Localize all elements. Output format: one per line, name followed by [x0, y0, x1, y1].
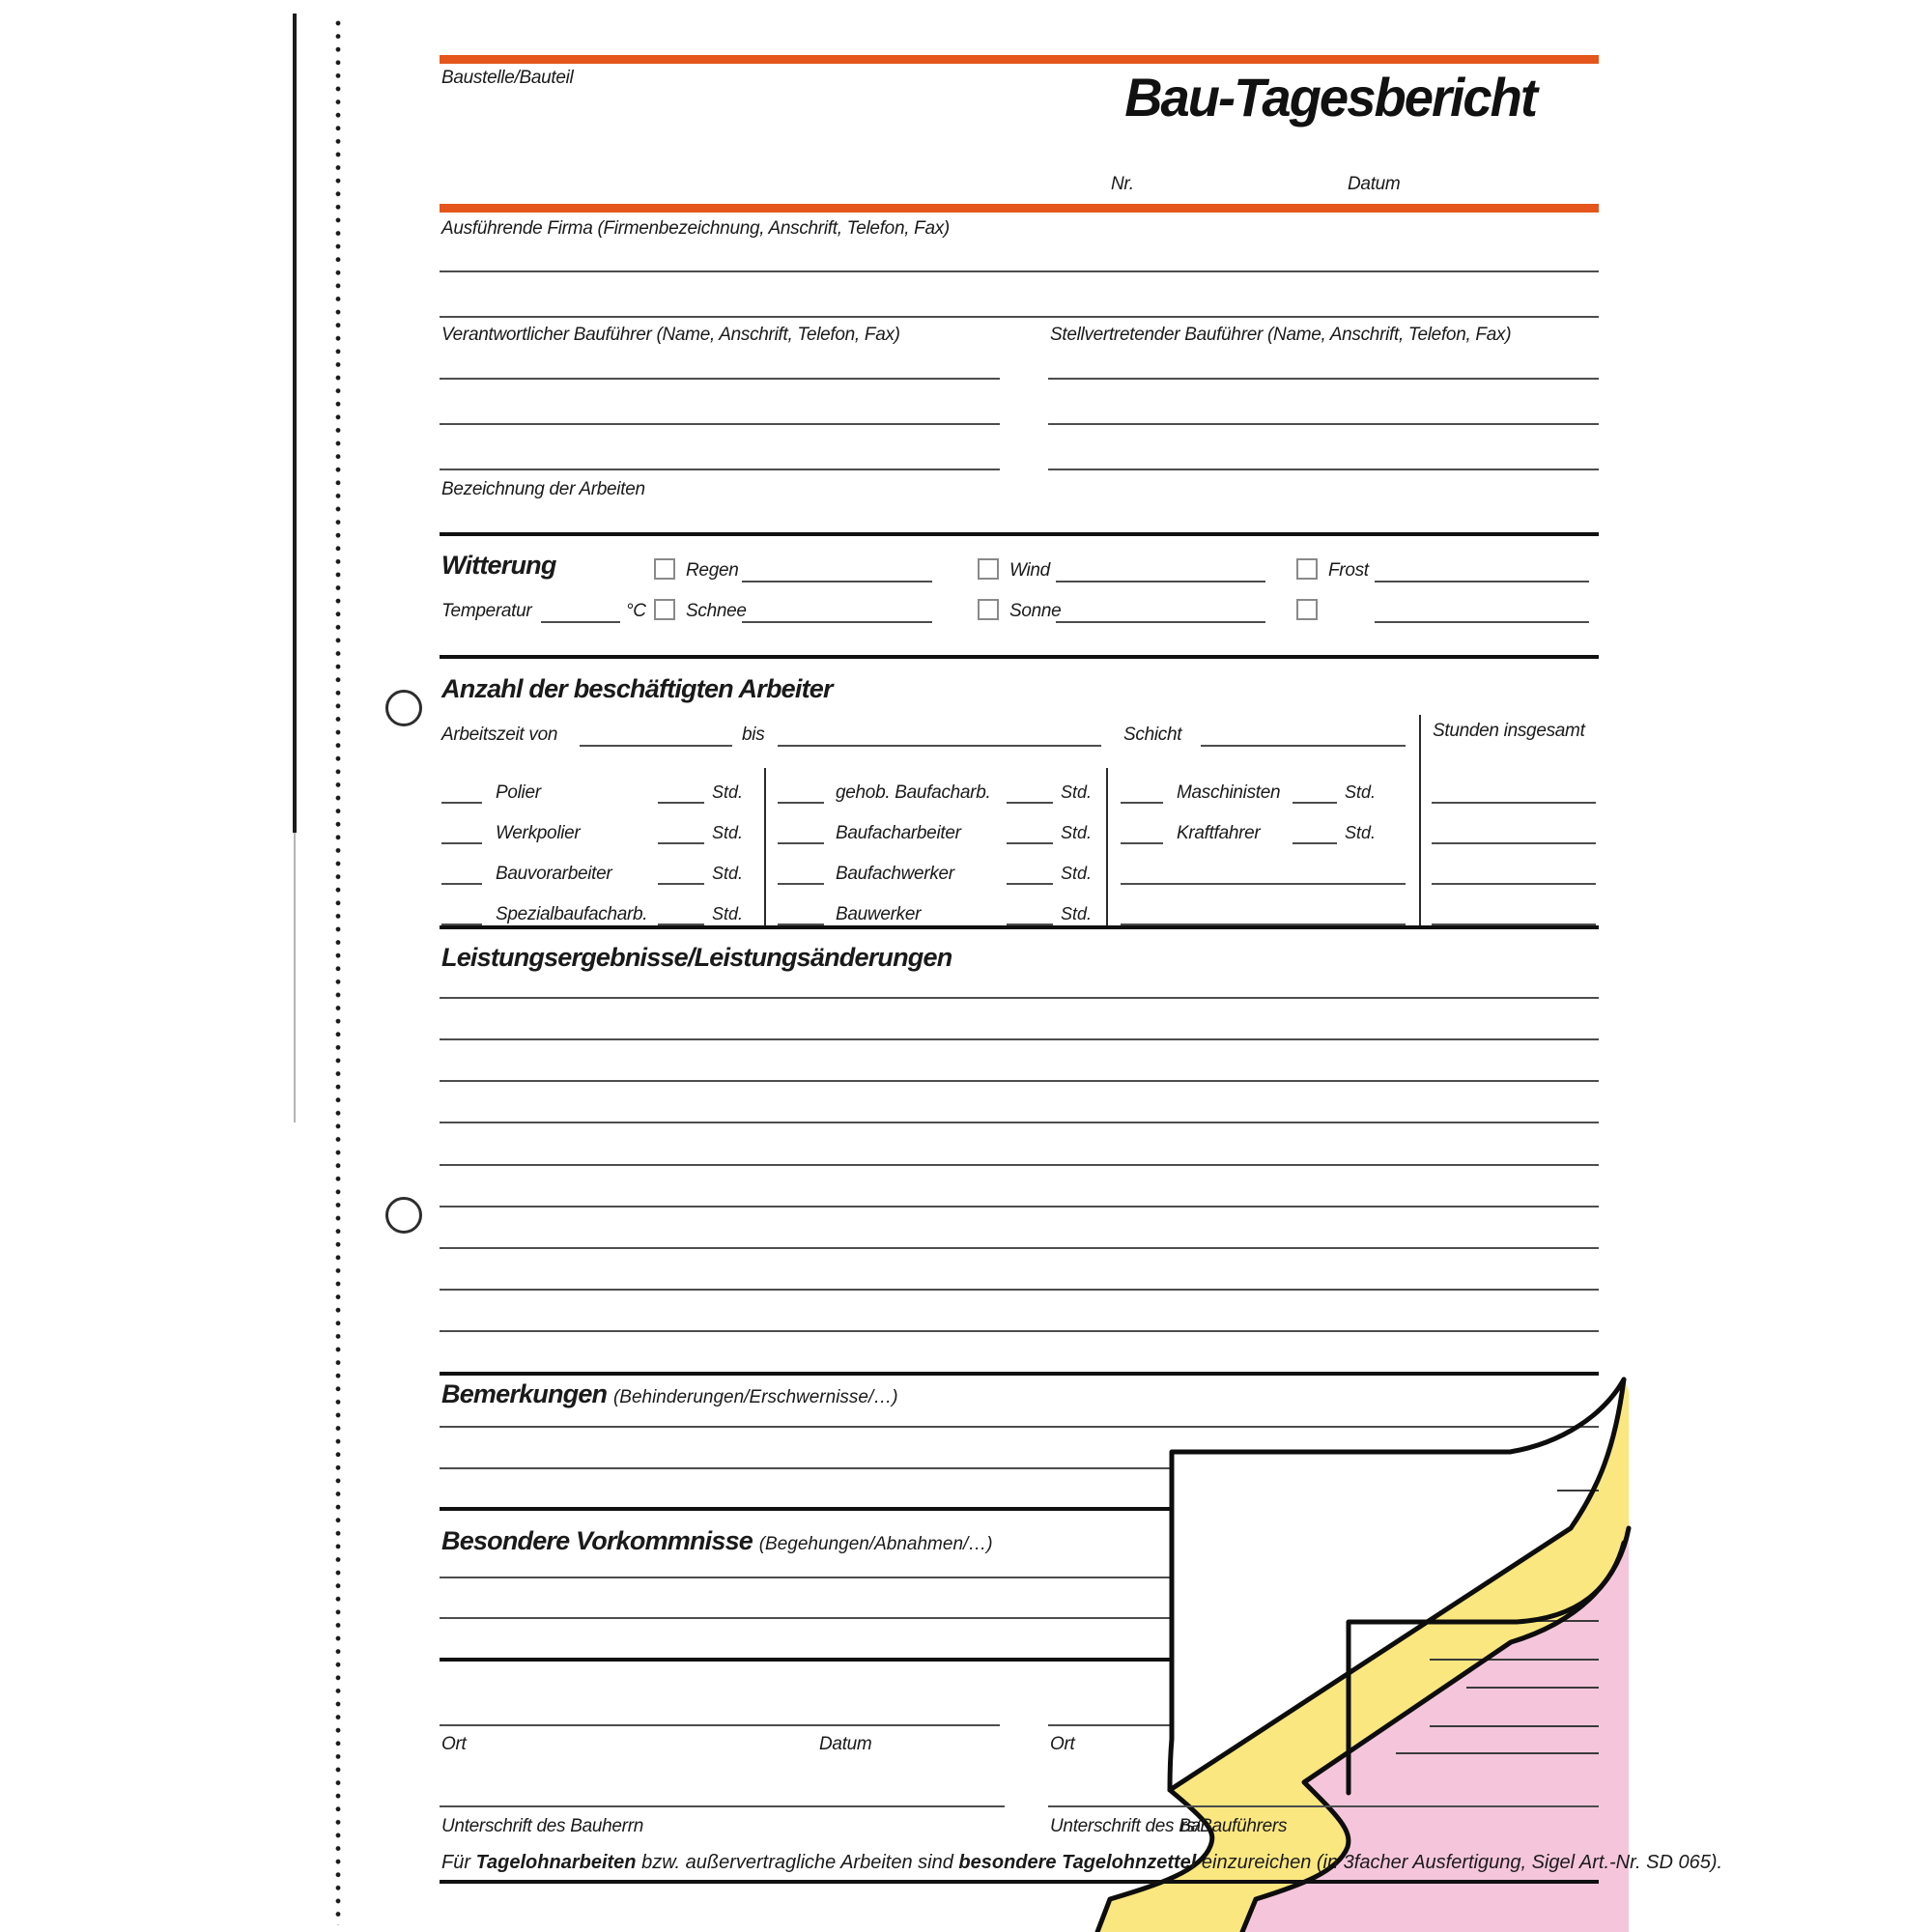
carbon-copy-corner-graphic — [1053, 1348, 1633, 1932]
bemerkungen-heading-text: Bemerkungen — [441, 1379, 608, 1408]
bemerkungen-subtext: (Behinderungen/Erschwernisse/…) — [612, 1387, 898, 1407]
bauvorarbeiter-label: Bauvorarbeiter — [496, 864, 612, 884]
worker-table-bottom-rule — [440, 925, 1599, 929]
worker-table-divider-2 — [1106, 768, 1108, 925]
firma-line-2[interactable] — [440, 316, 1599, 318]
bemerkungen-heading — [441, 1379, 898, 1409]
bauwerker-std-label: Std. — [1061, 904, 1093, 923]
frost-line[interactable] — [1375, 581, 1589, 582]
celsius-label: °C — [626, 601, 646, 621]
baufacharbeiter-std-line[interactable] — [1007, 842, 1053, 844]
werkpolier-std-line[interactable] — [658, 842, 704, 844]
kraftfahrer-count-line[interactable] — [1121, 842, 1163, 844]
polier-count-line[interactable] — [441, 802, 482, 804]
footer-part2: bzw. außervertragliche Arbeiten sind — [636, 1852, 959, 1873]
baufuehrer-left-line-2[interactable] — [440, 423, 1000, 425]
baufuehrer-right-label: Stellvertretender Bauführer (Name, Anschrift, Telefon, Fax) — [1050, 325, 1512, 345]
witterung-bottom-rule — [440, 655, 1599, 659]
leistungen-line-3[interactable] — [440, 1080, 1599, 1082]
sig-left-label: Unterschrift des Bauherrn — [441, 1816, 643, 1836]
worker-extra-line-1[interactable] — [1121, 883, 1406, 885]
baufachwerker-label: Baufachwerker — [836, 864, 954, 884]
sig-right-label-part2: rs/Bauführers — [1180, 1816, 1288, 1836]
baufuehrer-right-line-1[interactable] — [1048, 378, 1599, 380]
footer-bottom-rule — [440, 1880, 1599, 1884]
footer-bold1: Tagelohnarbeiten — [475, 1852, 637, 1873]
maschinisten-count-line[interactable] — [1121, 802, 1163, 804]
checkbox-regen[interactable] — [654, 558, 675, 580]
orange-bar-second — [440, 204, 1599, 213]
kraftfahrer-label: Kraftfahrer — [1177, 823, 1261, 843]
firma-line-1[interactable] — [440, 270, 1599, 272]
stunden-insgesamt-label: Stunden insgesamt — [1433, 721, 1585, 741]
baufachwerker-count-line[interactable] — [778, 883, 824, 885]
footer-note — [441, 1852, 1722, 1874]
baufuehrer-left-line-1[interactable] — [440, 378, 1000, 380]
werkpolier-std-label: Std. — [712, 823, 744, 842]
checkbox-frost[interactable] — [1296, 558, 1318, 580]
bauvorarbeiter-std-line[interactable] — [658, 883, 704, 885]
baustelle-label: Baustelle/Bauteil — [441, 68, 574, 88]
schicht-label: Schicht — [1123, 724, 1182, 745]
schnee-label: Schnee — [686, 601, 747, 621]
wind-line[interactable] — [1056, 581, 1265, 582]
vorkommnisse-heading — [441, 1526, 993, 1556]
maschinisten-std-label: Std. — [1345, 782, 1377, 802]
punch-hole-bottom — [385, 1197, 422, 1234]
sonne-line[interactable] — [1056, 621, 1265, 623]
sonne-label: Sonne — [1009, 601, 1062, 621]
maschinisten-std-line[interactable] — [1293, 802, 1337, 804]
checkbox-sonne[interactable] — [978, 599, 999, 620]
leistungen-heading: Leistungsergebnisse/Leistungsänderungen — [441, 943, 952, 972]
leistungen-line-8[interactable] — [440, 1289, 1599, 1291]
schicht-line[interactable] — [1201, 745, 1406, 747]
kraftfahrer-std-label: Std. — [1345, 823, 1377, 842]
nr-label: Nr. — [1111, 174, 1134, 194]
signature-line-right[interactable] — [1048, 1805, 1599, 1807]
arbeitszeit-von-label: Arbeitszeit von — [441, 724, 558, 745]
ort2-label: Ort — [1050, 1734, 1075, 1754]
footer-bold2: besondere Tagelohnzettel — [958, 1852, 1197, 1873]
signature-line-left[interactable] — [440, 1805, 1005, 1807]
regen-label: Regen — [686, 560, 739, 581]
datum-label: Datum — [1348, 174, 1401, 194]
gehob-std-label: Std. — [1061, 782, 1093, 802]
page-title: Bau-Tagesbericht — [1124, 67, 1536, 128]
footer-part3: einzureichen (in 3facher Ausfertigung, Sigel Art.-Nr. SD 065). — [1196, 1852, 1723, 1873]
leistungen-line-9[interactable] — [440, 1330, 1599, 1332]
spezialbaufacharb-std-label: Std. — [712, 904, 744, 923]
baufuehrer-right-line-3[interactable] — [1048, 469, 1599, 470]
worker-table-divider-1 — [764, 768, 766, 925]
polier-std-label: Std. — [712, 782, 744, 802]
baufacharbeiter-label: Baufacharbeiter — [836, 823, 961, 843]
datum-bottom-label: Datum — [819, 1734, 872, 1754]
temperatur-line[interactable] — [541, 621, 620, 623]
stunden-line-3[interactable] — [1432, 883, 1596, 885]
bauvorarbeiter-count-line[interactable] — [441, 883, 482, 885]
baufachwerker-std-line[interactable] — [1007, 883, 1053, 885]
polier-std-line[interactable] — [658, 802, 704, 804]
punch-hole-top — [385, 690, 422, 726]
bauwerker-label: Bauwerker — [836, 904, 922, 924]
spezialbaufacharb-label: Spezialbaufacharb. — [496, 904, 648, 924]
vorkommnisse-heading-text: Besondere Vorkommnisse — [441, 1526, 753, 1555]
arbeitszeit-von-line[interactable] — [580, 745, 732, 747]
leistungen-line-2[interactable] — [440, 1038, 1599, 1040]
leistungen-line-4[interactable] — [440, 1122, 1599, 1123]
arbeiten-line[interactable] — [440, 532, 1599, 536]
maschinisten-label: Maschinisten — [1177, 782, 1281, 803]
bis-label: bis — [742, 724, 765, 745]
footer-part1: Für — [441, 1852, 476, 1873]
binding-edge-line — [293, 14, 297, 833]
checkbox-blank[interactable] — [1296, 599, 1318, 620]
binding-edge-line-lower — [294, 833, 296, 1122]
checkbox-wind[interactable] — [978, 558, 999, 580]
orange-bar-top — [440, 55, 1599, 64]
baufacharbeiter-std-label: Std. — [1061, 823, 1093, 842]
witterung-heading: Witterung — [441, 551, 556, 580]
gehob-label: gehob. Baufacharb. — [836, 782, 991, 803]
worker-table-divider-3 — [1419, 715, 1421, 925]
gehob-count-line[interactable] — [778, 802, 824, 804]
frost-label: Frost — [1328, 560, 1369, 581]
gehob-std-line[interactable] — [1007, 802, 1053, 804]
blank-weather-line[interactable] — [1375, 621, 1589, 623]
ort-datum-line-left[interactable] — [440, 1724, 1000, 1726]
stunden-line-1[interactable] — [1432, 802, 1596, 804]
baufuehrer-left-line-3[interactable] — [440, 469, 1000, 470]
stunden-line-2[interactable] — [1432, 842, 1596, 844]
wind-label: Wind — [1009, 560, 1050, 581]
leistungen-line-7[interactable] — [440, 1247, 1599, 1249]
leistungen-line-1[interactable] — [440, 997, 1599, 999]
firma-label: Ausführende Firma (Firmenbezeichnung, Anschrift, Telefon, Fax) — [441, 218, 950, 239]
baufuehrer-right-line-2[interactable] — [1048, 423, 1599, 425]
vorkommnisse-subtext: (Begehungen/Abnahmen/…) — [758, 1534, 993, 1554]
regen-line[interactable] — [742, 581, 932, 582]
baufuehrer-left-label: Verantwortlicher Bauführer (Name, Anschrift, Telefon, Fax) — [441, 325, 900, 345]
baufacharbeiter-count-line[interactable] — [778, 842, 824, 844]
werkpolier-count-line[interactable] — [441, 842, 482, 844]
perforation-dots — [335, 17, 342, 1925]
temperatur-label: Temperatur — [441, 601, 532, 621]
polier-label: Polier — [496, 782, 541, 803]
schnee-line[interactable] — [742, 621, 932, 623]
kraftfahrer-std-line[interactable] — [1293, 842, 1337, 844]
ort-label: Ort — [441, 1734, 467, 1754]
bauvorarbeiter-std-label: Std. — [712, 864, 744, 883]
bis-line[interactable] — [778, 745, 1101, 747]
arbeiten-label: Bezeichnung der Arbeiten — [441, 479, 645, 499]
checkbox-schnee[interactable] — [654, 599, 675, 620]
arbeiter-heading: Anzahl der beschäftigten Arbeiter — [441, 674, 833, 703]
baufachwerker-std-label: Std. — [1061, 864, 1093, 883]
werkpolier-label: Werkpolier — [496, 823, 581, 843]
leistungen-line-6[interactable] — [440, 1206, 1599, 1208]
white-sheet-curl-edge — [1510, 1379, 1624, 1452]
sig-right-label-part1: Unterschrift des Ba — [1050, 1816, 1201, 1836]
leistungen-line-5[interactable] — [440, 1164, 1599, 1166]
